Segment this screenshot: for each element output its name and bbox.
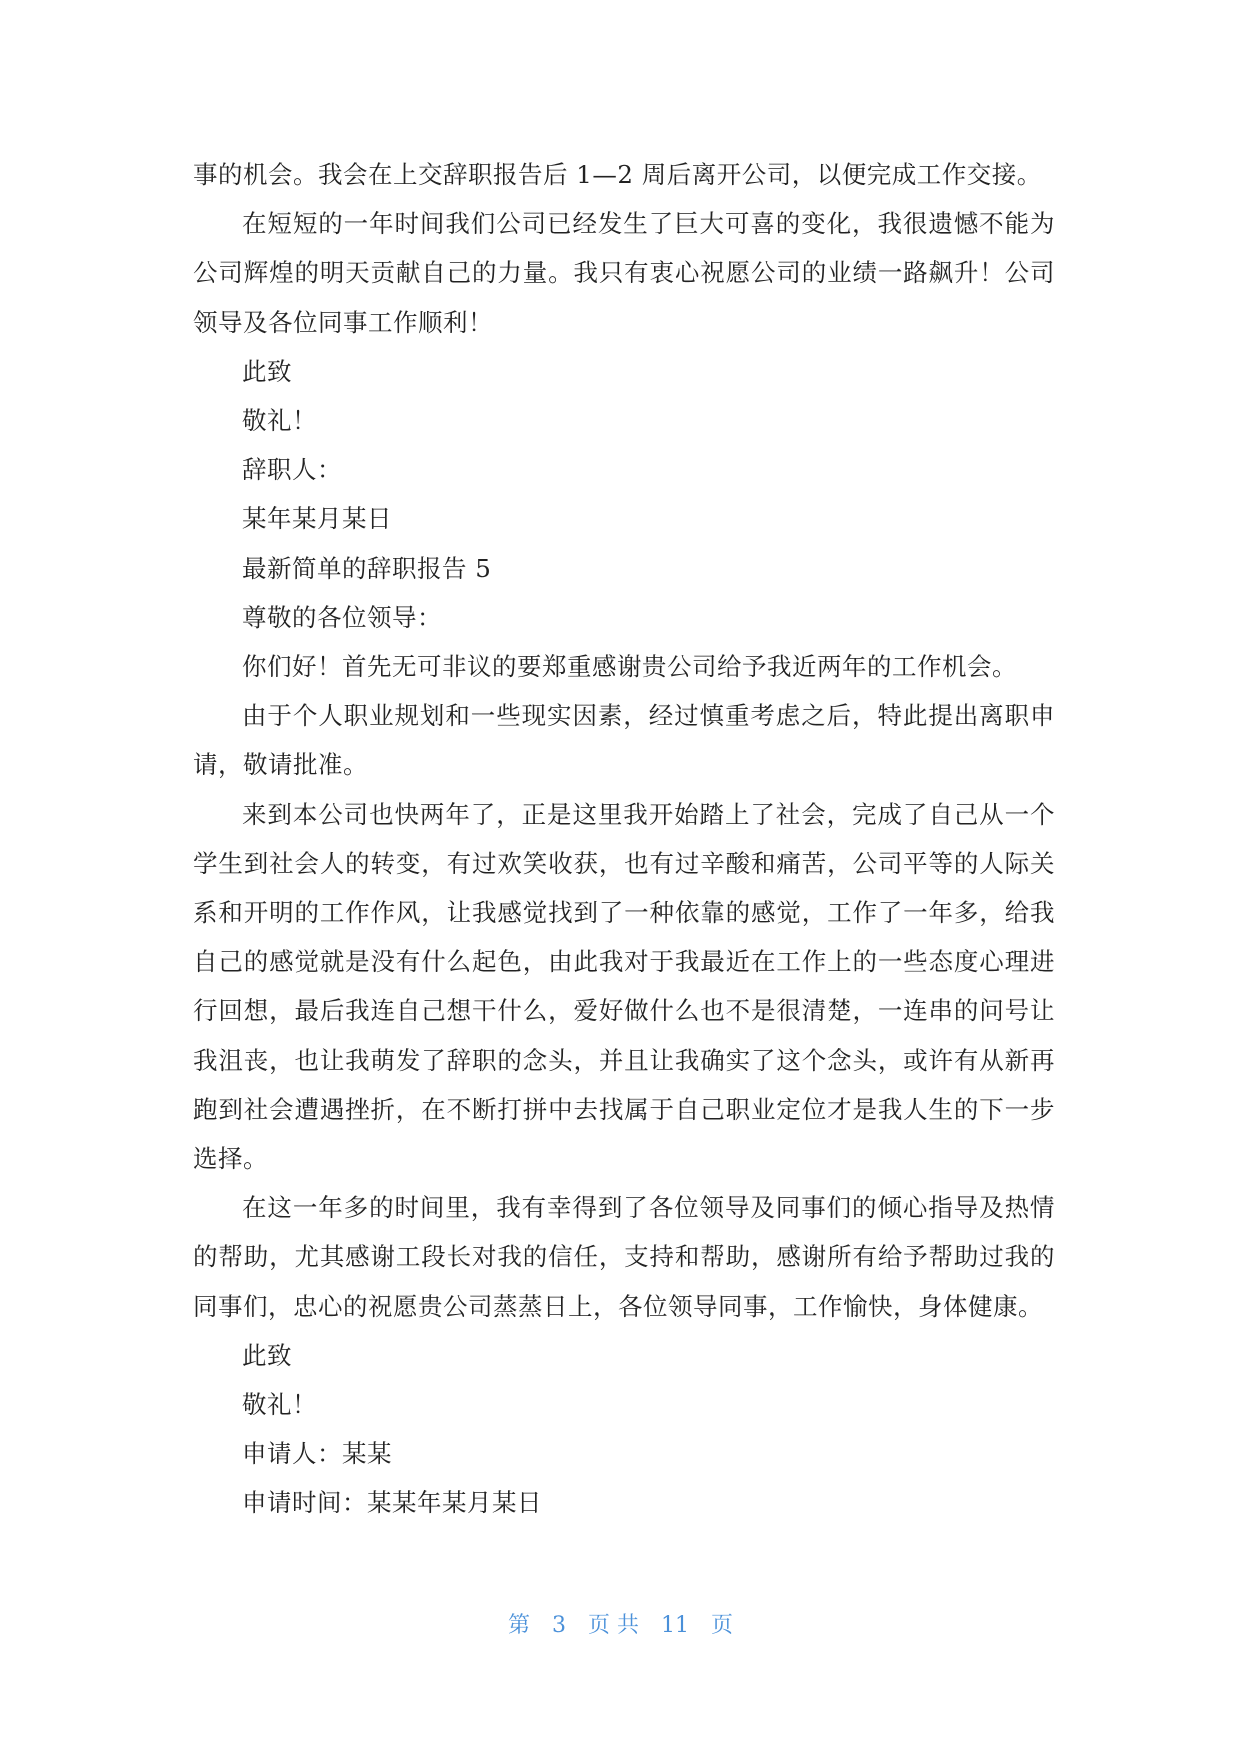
page-footer xyxy=(0,1608,1241,1639)
section-title: 最新简单的辞职报告 5 xyxy=(242,553,492,583)
paragraph: 在这一年多的时间里，我有幸得到了各位领导及同事们的倾心指导及热情的帮助，尤其感谢工段长对我的信任，支持和帮助，感谢所有给予帮助过我的同事们，忠心的祝愿贵公司蒸蒸日上，各位领导同事，工作愉快，身体健康。 xyxy=(193,1193,1055,1321)
closing-regards: 敬礼！ xyxy=(242,406,317,436)
date-line: 某年某月某日 xyxy=(242,504,392,534)
greeting: 尊敬的各位领导： xyxy=(242,602,442,632)
paragraph: 来到本公司也快两年了，正是这里我开始踏上了社会，完成了自己从一个学生到社会人的转变，有过欢笑收获，也有过辛酸和痛苦，公司平等的人际关系和开明的工作作风，让我感觉找到了一种依靠的感觉，工作了一年多，给我自己的感觉就是没有什么起色，由此我对于我最近在工作上的一些态度心理进行回想，最后我连自己想干什么，爱好做什么也不是很清楚，一连串的问号让我沮丧，也让我萌发了辞职的念头，并且让我确实了这个念头，或许有从新再跑到社会遭遇挫折，在不断打拼中去找属于自己职业定位才是我人生的下一步选择。 xyxy=(193,799,1055,1174)
paragraph: 你们好！首先无可非议的要郑重感谢贵公司给予我近两年的工作机会。 xyxy=(242,652,1017,682)
paragraph: 在短短的一年时间我们公司已经发生了巨大可喜的变化，我很遗憾不能为公司辉煌的明天贡献自己的力量。我只有衷心祝愿公司的业绩一路飙升！公司领导及各位同事工作顺利！ xyxy=(193,209,1055,337)
paragraph: 由于个人职业规划和一些现实因素，经过慎重考虑之后，特此提出离职申请，敬请批准。 xyxy=(193,701,1055,780)
document-body xyxy=(193,150,1055,1528)
closing-salutation: 此致 xyxy=(242,356,292,386)
footer-current-page: 3 xyxy=(552,1613,566,1638)
signer-label: 辞职人： xyxy=(242,455,342,485)
footer-prefix: 第 xyxy=(507,1613,530,1638)
footer-middle: 页 共 xyxy=(588,1613,639,1638)
applicant-line: 申请人：某某 xyxy=(242,1439,392,1469)
closing-salutation: 此致 xyxy=(242,1340,292,1370)
closing-regards: 敬礼！ xyxy=(242,1390,317,1420)
footer-total-pages: 11 xyxy=(661,1613,689,1638)
paragraph: 事的机会。我会在上交辞职报告后 1—2 周后离开公司，以便完成工作交接。 xyxy=(193,160,1042,189)
footer-suffix: 页 xyxy=(711,1613,734,1638)
application-date-line: 申请时间：某某年某月某日 xyxy=(242,1488,542,1518)
